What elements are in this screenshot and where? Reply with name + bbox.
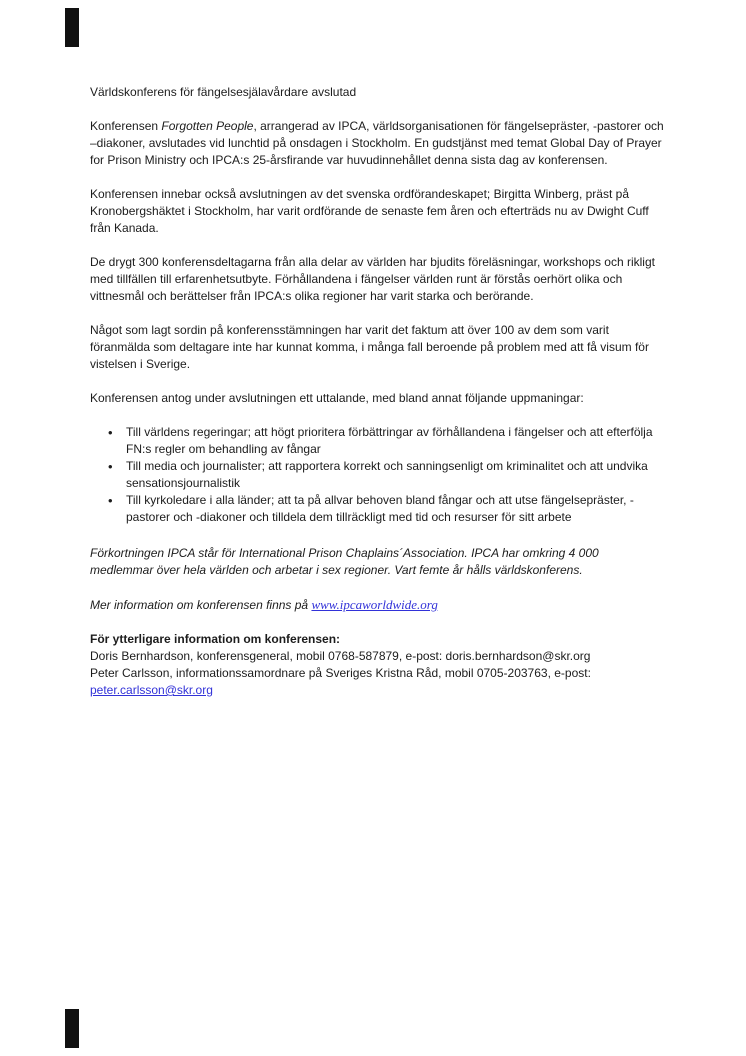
conference-name-italic: Forgotten People [161, 119, 254, 133]
paragraph-ipca-note: Förkortningen IPCA står för International Prison Chaplains´Association. IPCA har omkring 4 000 medlemmar över hela världen och arbetar i sex regioner. Vart femte år hålls världskonferens. [90, 546, 599, 577]
bullet-church-leaders: • Till kyrkoledare i alla länder; att ta på allvar behoven bland fångar och att utse fängelsepräster, -pastorer och -diakoner och tilldela dem tillräckligt med tid och resurser för sitt arbete [118, 492, 664, 526]
contact-heading: För ytterligare information om konferensen: [90, 632, 341, 646]
ipca-website-link[interactable]: www.ipcaworldwide.org [311, 597, 438, 612]
contact-line-peter-email [90, 682, 664, 699]
bullet-governments: • Till världens regeringar; att högt prioritera förbättringar av förhållandena i fängelser och att efterfölja FN:s regler om behandling av fångar [118, 424, 664, 458]
paragraph-participants: De drygt 300 konferensdeltagarna från alla delar av världen har bjudits föreläsningar, workshops och rikligt med tillfällen till erfarenhetsutbyte. Förhållandena i fängelser världen runt är förstås oerhört olika och vittnesmål och berättelser från IPCA:s olika regioner har varit starka och berörande. [90, 255, 655, 303]
paragraph-intro [90, 118, 664, 169]
press-release-body [90, 84, 664, 699]
intro-text-start: Konferensen [90, 119, 162, 133]
more-info-text: Mer information om konferensen finns på [90, 598, 312, 612]
paragraph-statement-lead: Konferensen antog under avslutningen ett uttalande, med bland annat följande uppmaningar: [90, 391, 584, 405]
statement-bullet-list [90, 424, 664, 526]
paragraph-more-info [90, 596, 664, 614]
contact-line-doris: Doris Bernhardson, konferensgeneral, mobil 0768-587879, e-post: doris.bernhardson@skr.org [90, 649, 591, 663]
document-title: Världskonferens för fängelsesjälavårdare avslutad [90, 85, 357, 99]
paragraph-chairmanship: Konferensen innebar också avslutningen av det svenska ordförandeskapet; Birgitta Winberg, präst på Kronobergshäktet i Stockholm, har varit ordförande de senaste fem åren och efterträds nu av Dwight Cuff från Kanada. [90, 187, 649, 235]
crop-mark-bottom [65, 1009, 79, 1048]
paragraph-visa-issues: Något som lagt sordin på konferensstämningen har varit det faktum att över 100 av dem som varit föranmälda som deltagare inte har kunnat komma, i många fall beroende på problem med att få visum för vistelsen i Sverige. [90, 323, 649, 371]
peter-email-link[interactable]: peter.carlsson@skr.org [90, 683, 213, 697]
intro-text-rest: , arrangerad av IPCA, världsorganisationen för fängelsepräster, -pastorer och –diakoner, avslutades vid lunchtid på onsdagen i Stockholm. En gudstjänst med temat Global Day of Prayer for Prison Ministry och IPCA:s 25-årsfirande var huvudinnehållet denna sista dag av konferensen. [90, 119, 664, 167]
bullet-media: • Till media och journalister; att rapportera korrekt och sanningsenligt om kriminalitet och att undvika sensationsjournalistik [118, 458, 664, 492]
crop-mark-top [65, 8, 79, 47]
contact-line-peter: Peter Carlsson, informationssamordnare på Sveriges Kristna Råd, mobil 0705-203763, e-post: [90, 666, 591, 680]
